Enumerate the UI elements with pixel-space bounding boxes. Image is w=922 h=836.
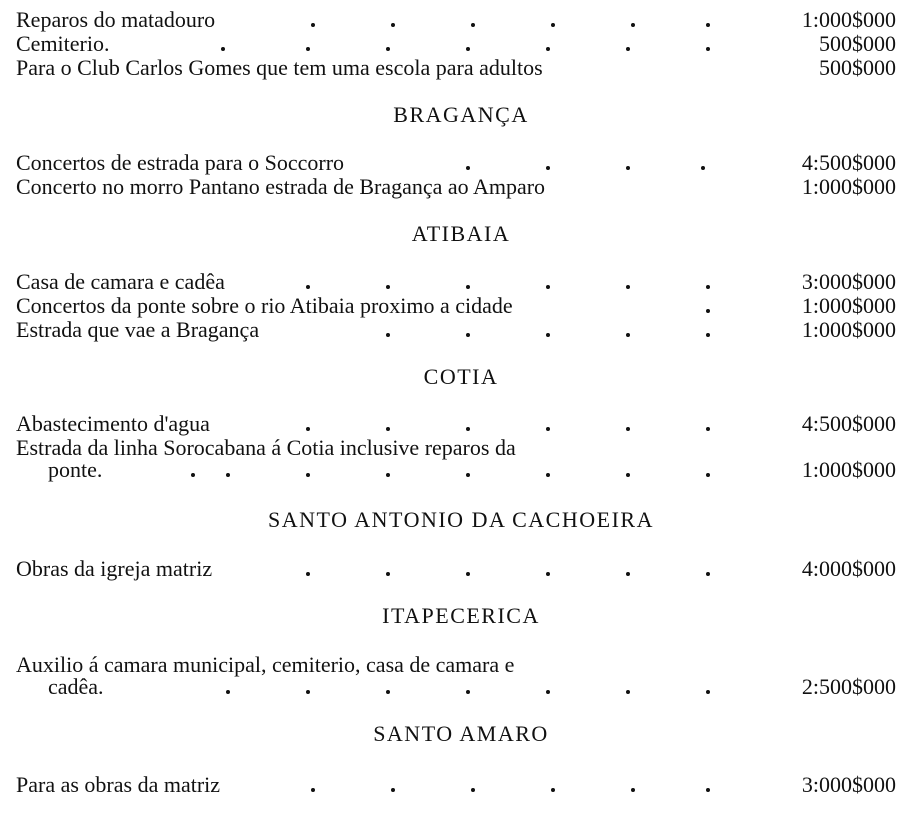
leader-dot [306,47,310,51]
leader-dot [626,47,630,51]
leader-dot [466,473,470,477]
entry-label: Concerto no morro Pantano estrada de Bragança ao Amparo [16,174,546,199]
ledger-entry [16,271,896,293]
leader-dot [471,788,475,792]
entry-label: Para o Club Carlos Gomes que tem uma escola para adultos [16,55,543,80]
leader-dot [466,333,470,337]
entry-amount: 4:000$000 [801,556,896,581]
entry-label: Auxilio á camara municipal, cemiterio, casa de camara e [16,652,515,677]
section-heading: SANTO ANTONIO DA CACHOEIRA [268,507,654,532]
leader-dot [386,427,390,431]
ledger-entry [16,319,896,341]
section-heading: ITAPECERICA [382,603,540,628]
leader-dot [706,47,710,51]
ledger-entry [16,413,896,435]
leader-dot [701,166,705,170]
leader-dot [191,473,195,477]
entry-amount: 3:000$000 [801,772,896,797]
leader-dot [546,166,550,170]
entry-label: Cemiterio. [16,31,110,56]
entry-amount: 1:000$000 [801,293,896,318]
leader-dot [466,690,470,694]
entry-amount: 4:500$000 [801,150,896,175]
entry-amount: 500$000 [819,55,896,80]
leader-dot [626,473,630,477]
leader-dot [631,788,635,792]
leader-dot [706,690,710,694]
leader-dot [386,47,390,51]
ledger-entry [16,774,896,796]
leader-dot [706,572,710,576]
entry-label: Concertos de estrada para o Soccorro [16,150,345,175]
leader-dot [386,285,390,289]
leader-dot [386,473,390,477]
leader-dot [706,23,710,27]
leader-dot [546,572,550,576]
leader-dot [626,285,630,289]
leader-dot [226,690,230,694]
leader-dot [626,166,630,170]
leader-dot [306,690,310,694]
leader-dot [311,788,315,792]
leader-dot [466,427,470,431]
leader-dot [386,690,390,694]
entry-label: Casa de camara e cadêa [16,269,225,294]
leader-dot [471,23,475,27]
leader-dot [391,788,395,792]
ledger-entry [16,57,896,79]
ledger-entry [16,33,896,55]
dot-leader [16,152,716,174]
dot-leader [16,33,716,55]
entry-label: Abastecimento d'agua [16,411,210,436]
ledger-entry [16,176,896,198]
entry-amount: 1:000$000 [801,174,896,199]
leader-dot [466,285,470,289]
entry-label: Reparos do matadouro [16,7,216,32]
leader-dot [546,690,550,694]
section-heading: ATIBAIA [411,221,511,246]
leader-dot [546,333,550,337]
leader-dot [546,473,550,477]
entry-amount: 500$000 [819,31,896,56]
ledger-entry [16,558,896,580]
leader-dot [551,23,555,27]
leader-dot [546,285,550,289]
leader-dot [466,47,470,51]
entry-label: Estrada da linha Sorocabana á Cotia inclusive reparos da [16,435,516,460]
leader-dot [626,572,630,576]
leader-dot [466,166,470,170]
leader-dot [306,572,310,576]
leader-dot [706,473,710,477]
leader-dot [626,333,630,337]
dot-leader [16,413,716,435]
leader-dot [706,788,710,792]
leader-dot [391,23,395,27]
entry-amount: 2:500$000 [801,674,896,699]
leader-dot [631,23,635,27]
ledger-entry [16,435,896,482]
section-heading: COTIA [423,364,499,389]
dot-leader [16,558,716,580]
leader-dot [626,690,630,694]
dot-leader [16,9,716,31]
entry-label: Estrada que vae a Bragança [16,317,260,342]
leader-dot [306,427,310,431]
dot-leader [16,676,716,698]
leader-dot [466,572,470,576]
leader-dot [306,473,310,477]
dot-leader [16,459,716,481]
leader-dot [626,427,630,431]
entry-amount: 3:000$000 [801,269,896,294]
leader-dot [311,23,315,27]
leader-dot [706,285,710,289]
entry-continuation: cadêa. [48,674,104,699]
dot-leader [16,295,716,317]
leader-dot [386,333,390,337]
dot-leader [16,774,716,796]
leader-dot [221,47,225,51]
leader-dot [706,333,710,337]
ledger-entry [16,295,896,317]
leader-dot [551,788,555,792]
section-heading: BRAGANÇA [393,102,529,127]
leader-dot [706,427,710,431]
entry-label: Para as obras da matriz [16,772,221,797]
entry-continuation: ponte. [48,457,103,482]
entry-amount: 1:000$000 [801,7,896,32]
entry-label: Concertos da ponte sobre o rio Atibaia proximo a cidade [16,293,513,318]
entry-amount: 1:000$000 [801,457,896,482]
ledger-entry [16,152,896,174]
section-heading: SANTO AMARO [373,721,549,746]
leader-dot [386,572,390,576]
entry-amount: 1:000$000 [801,317,896,342]
ledger-entry [16,652,896,699]
leader-dot [706,309,710,313]
entry-label: Obras da igreja matriz [16,556,213,581]
dot-leader [16,271,716,293]
leader-dot [306,285,310,289]
ledger-entry [16,9,896,31]
entry-amount: 4:500$000 [801,411,896,436]
leader-dot [226,473,230,477]
dot-leader [16,319,716,341]
leader-dot [546,47,550,51]
leader-dot [546,427,550,431]
